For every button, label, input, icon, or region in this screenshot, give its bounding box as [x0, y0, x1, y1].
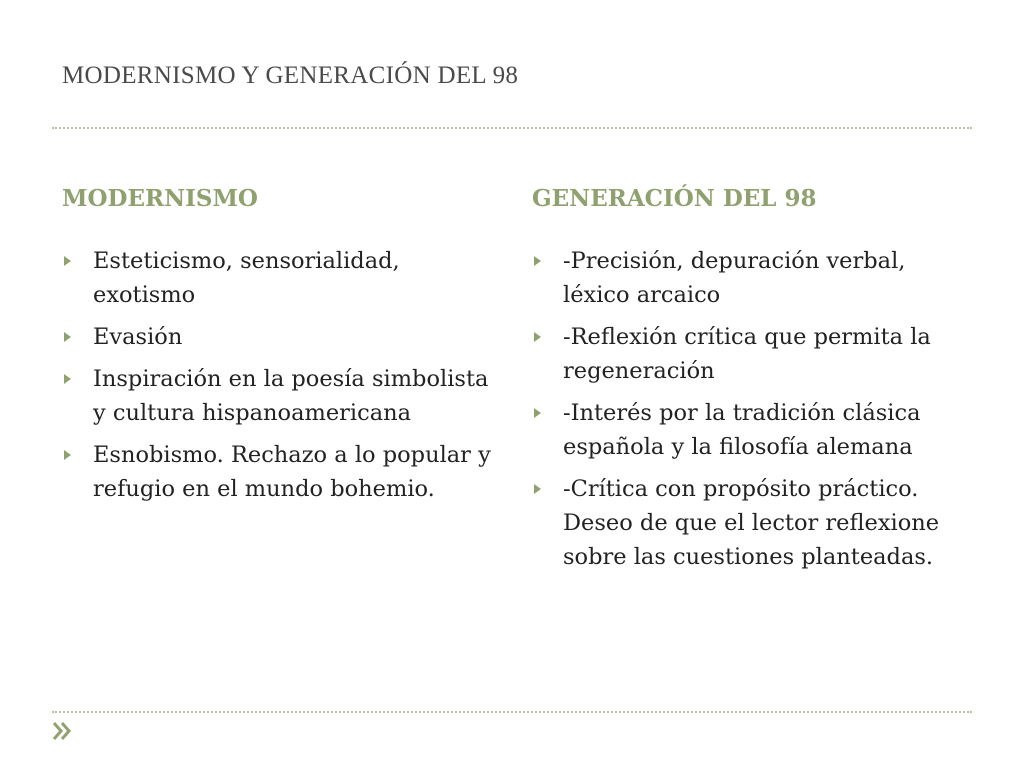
list-item: [532, 320, 952, 388]
top-divider: [52, 127, 972, 129]
triangle-bullet-icon: [534, 484, 541, 494]
list-item-text: -Crítica con propósito práctico. Deseo de que el lector reflexione sobre las cuestiones planteadas.: [563, 476, 940, 570]
triangle-bullet-icon: [64, 332, 71, 342]
list-item: [532, 472, 952, 574]
triangle-bullet-icon: [64, 256, 71, 266]
double-chevron-right-icon: [52, 720, 74, 742]
list-item: [532, 396, 952, 464]
list-item: [532, 244, 952, 312]
list-item: [62, 320, 502, 354]
list-item: [62, 438, 502, 506]
list-item-text: Esnobismo. Rechazo a lo popular y refugio en el mundo bohemio.: [93, 442, 491, 502]
list-item-text: -Reflexión crítica que permita la regeneración: [563, 324, 931, 384]
list-item-text: Inspiración en la poesía simbolista y cultura hispanoamericana: [93, 366, 489, 426]
list-item: [62, 244, 502, 312]
modernismo-heading: MODERNISMO: [62, 185, 258, 212]
generacion-98-heading: GENERACIÓN DEL 98: [532, 185, 817, 212]
generacion-98-column: [532, 182, 952, 582]
list-item-text: -Interés por la tradición clásica española y la filosofía alemana: [563, 400, 921, 460]
list-item: [62, 362, 502, 430]
list-item-text: Esteticismo, sensorialidad, exotismo: [93, 248, 400, 308]
triangle-bullet-icon: [534, 408, 541, 418]
bottom-divider: [52, 711, 972, 713]
triangle-bullet-icon: [534, 256, 541, 266]
triangle-bullet-icon: [64, 374, 71, 384]
generacion-98-list: [532, 244, 952, 574]
modernismo-list: [62, 244, 502, 506]
slide-title: MODERNISMO Y GENERACIÓN DEL 98: [62, 62, 519, 89]
list-item-text: -Precisión, depuración verbal, léxico arcaico: [563, 248, 906, 308]
triangle-bullet-icon: [534, 332, 541, 342]
modernismo-column: [62, 182, 502, 514]
list-item-text: Evasión: [93, 324, 183, 350]
triangle-bullet-icon: [64, 450, 71, 460]
